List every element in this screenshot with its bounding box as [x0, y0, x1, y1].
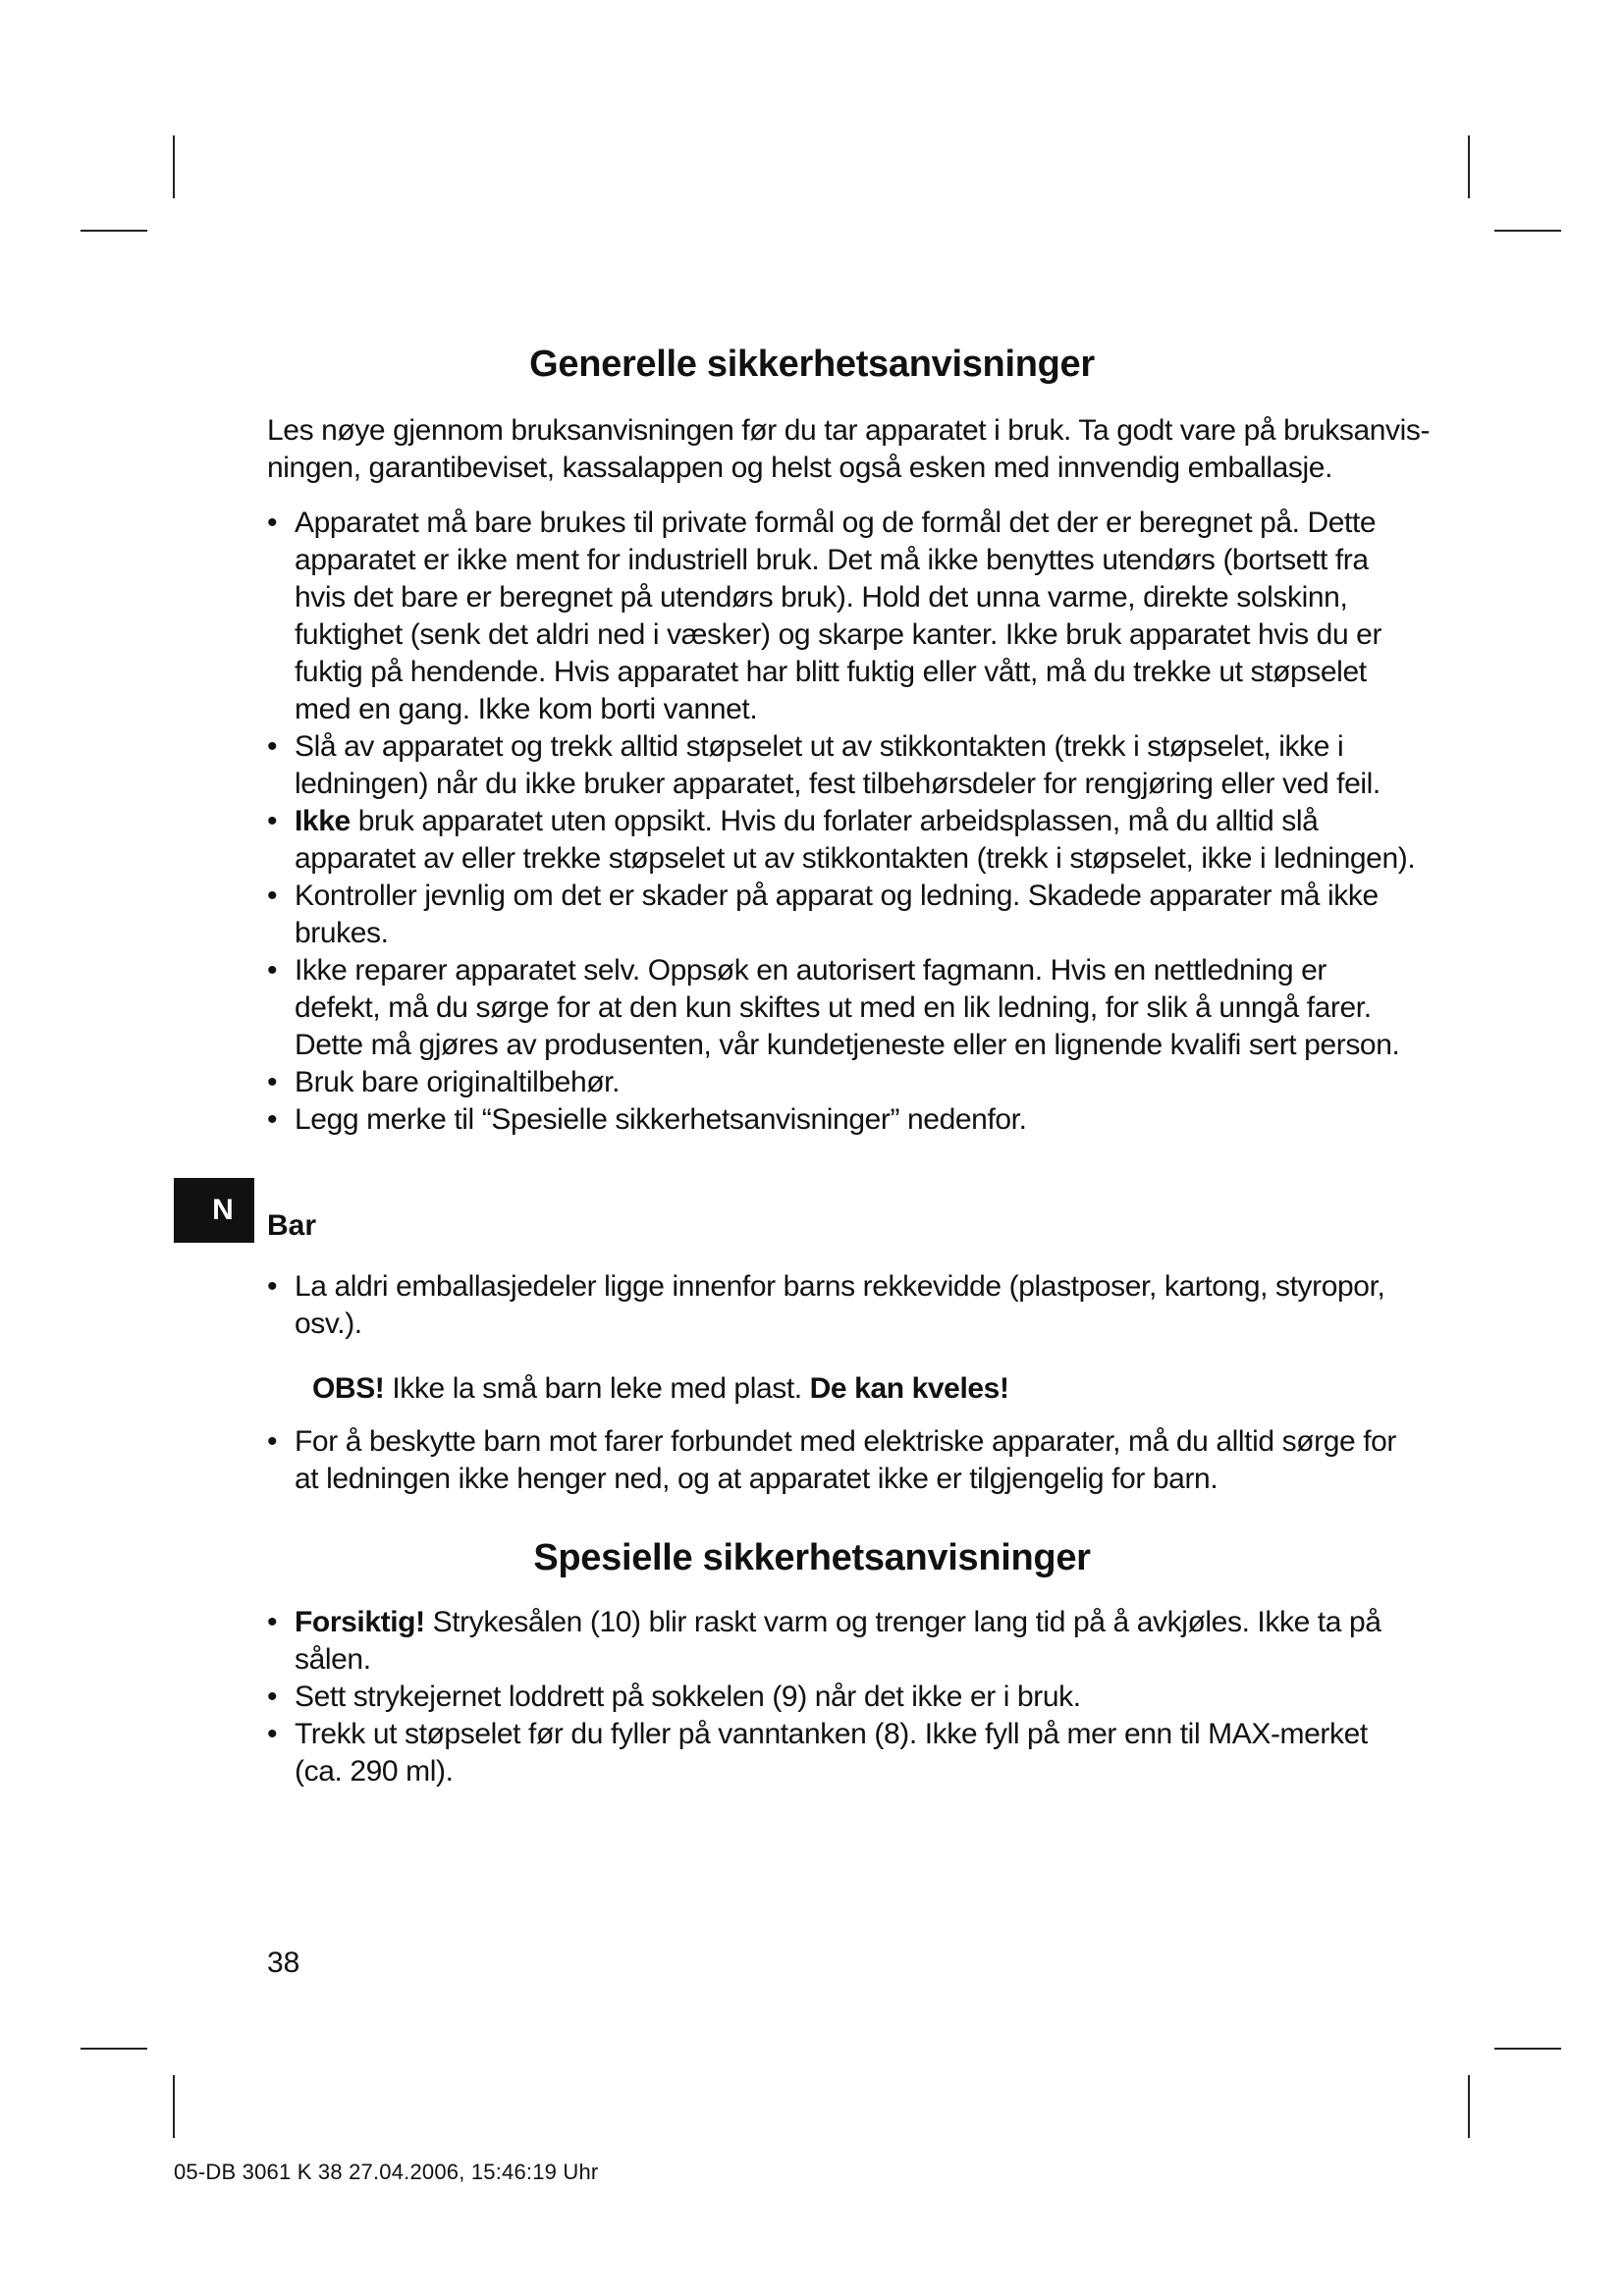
language-tab-badge: N	[174, 1178, 254, 1243]
list-item: • Ikke bruk apparatet uten oppsikt. Hvis du forlater arbeidsplassen, må du alltid slå apparatet av eller trekke støpselet ut av stikkontakten (trekk i støpselet, ikke i ledningen).	[267, 803, 1415, 878]
list-item: • Forsiktig! Strykesålen (10) blir raskt varm og trenger lang tid på å avkjøles. Ikke ta på sålen.	[267, 1604, 1381, 1679]
intro-line: Les nøye gjennom bruksanvisningen før du tar apparatet i bruk. Ta godt vare på bruksanvis-	[267, 414, 1431, 447]
crop-mark-bottom-left-vertical	[173, 2075, 175, 2138]
children-list-1	[267, 1268, 1384, 1343]
general-safety-list	[267, 505, 1415, 1139]
children-heading: Bar	[267, 1209, 317, 1242]
bold-ikke: Ikke	[295, 805, 351, 837]
list-item: • Slå av apparatet og trekk alltid støpselet ut av stikkontakten (trekk i støpselet, ikke i ledningen) når du ikke bruker apparatet, fest tilbehørsdeler for rengjøring eller ved feil.	[267, 728, 1415, 803]
section-title-special-safety: Spesielle sikkerhetsanvisninger	[533, 1537, 1091, 1578]
suffocation-warning: De kan kveles!	[809, 1372, 1009, 1405]
intro-paragraph	[267, 412, 1430, 487]
list-item: • Apparatet må bare brukes til private formål og de formål det der er beregnet på. Dette apparatet er ikke ment for industriell bruk. Det må ikke benyttes utendørs (bortsett fra hvis det bare er beregnet på utendørs bruk). Hold det unna varme, direkte solskinn, fuktighet (senk det aldri ned i væsker) og skarpe kanter. Ikke bruk apparatet hvis du er fuktig på hendende. Hvis apparatet har blitt fuktig eller vått, må du trekke ut støpselet med en gang. Ikke kom borti vannet.	[267, 505, 1415, 728]
list-item: • Trekk ut støpselet før du fyller på vanntanken (8). Ikke fyll på mer enn til MAX-merket (ca. 290 ml).	[267, 1716, 1381, 1790]
children-list-2	[267, 1423, 1396, 1498]
crop-mark-top-left-horizontal	[81, 230, 147, 232]
crop-mark-bottom-left-horizontal	[81, 2048, 147, 2050]
crop-mark-top-right-horizontal	[1494, 230, 1561, 232]
print-footer: 05-DB 3061 K 38 27.04.2006, 15:46:19 Uhr	[174, 2160, 599, 2184]
obs-label: OBS!	[312, 1372, 385, 1405]
list-item: • Bruk bare originaltilbehør.	[267, 1064, 1415, 1101]
intro-line: ningen, garantibeviset, kassalappen og helst også esken med innvendig emballasje.	[267, 452, 1332, 484]
list-item: • For å beskytte barn mot farer forbundet med elektriske apparater, må du alltid sørge for at ledningen ikke henger ned, og at apparatet ikke er tilgjengelig for barn.	[267, 1423, 1396, 1498]
crop-mark-bottom-right-vertical	[1468, 2075, 1470, 2138]
list-item: • Legg merke til “Spesielle sikkerhetsanvisninger” nedenfor.	[267, 1101, 1415, 1139]
list-item: • La aldri emballasjedeler ligge innenfor barns rekkevidde (plastposer, kartong, styropor, osv.).	[267, 1268, 1384, 1343]
crop-mark-bottom-right-horizontal	[1494, 2048, 1561, 2050]
crop-mark-top-left-vertical	[173, 135, 175, 198]
bold-forsiktig: Forsiktig!	[295, 1606, 425, 1638]
list-item: • Sett strykejernet loddrett på sokkelen (9) når det ikke er i bruk.	[267, 1679, 1381, 1716]
list-item: • Kontroller jevnlig om det er skader på apparat og ledning. Skadede apparater må ikke brukes.	[267, 878, 1415, 952]
obs-warning-line: OBS! Ikke la små barn leke med plast. De kan kveles!	[312, 1372, 1009, 1405]
page-number: 38	[267, 1947, 300, 1979]
crop-mark-top-right-vertical	[1468, 135, 1470, 198]
special-safety-list	[267, 1604, 1381, 1790]
section-title-general-safety: Generelle sikkerhetsanvisninger	[529, 344, 1095, 385]
list-item: • Ikke reparer apparatet selv. Oppsøk en autorisert fagmann. Hvis en nettledning er defekt, må du sørge for at den kun skiftes ut med en lik ledning, for slik å unngå farer. Dette må gjøres av produsenten, vår kundetjeneste eller en lignende kvalifi sert person.	[267, 952, 1415, 1064]
